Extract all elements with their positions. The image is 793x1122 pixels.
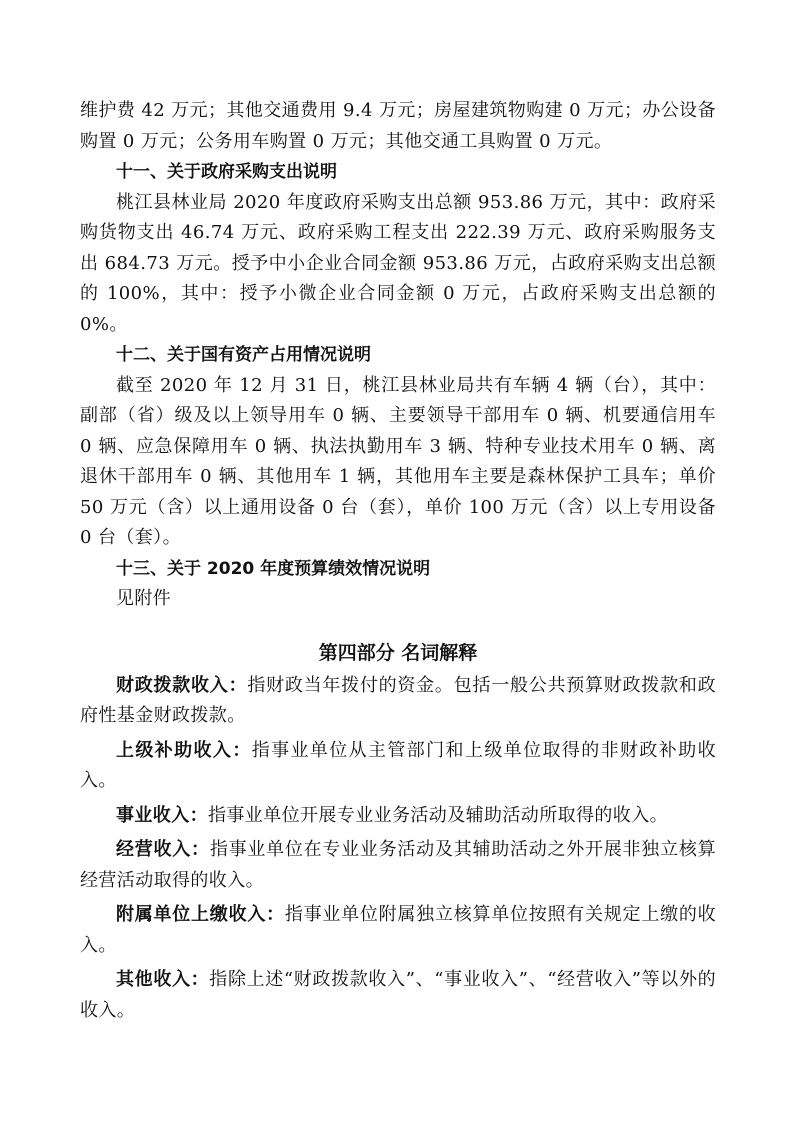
section-11-heading: 十一、关于政府采购支出说明: [116, 162, 337, 182]
term-definition: [80, 801, 716, 832]
term-label: 财政拨款收入：: [116, 674, 248, 696]
document-page: [80, 96, 716, 1030]
term-text: 指财政当年拨付的资金。包括一般公共预算财政拨款和政府性基金财政拨款。: [80, 674, 716, 726]
term-text: 指事业单位在专业业务活动及其辅助活动之外开展非独立核算经营活动取得的收入。: [80, 839, 716, 891]
term-text: 指事业单位附属独立核算单位按照有关规定上缴的收入。: [80, 904, 716, 956]
section-13-body: 见附件: [116, 588, 172, 609]
section-12-body: 截至 2020 年 12 月 31 日，桃江县林业局共有车辆 4 辆（台），其中：副部（省）级及以上领导用车 0 辆、主要领导干部用车 0 辆、机要通信用车 0 辆、应急保障用车 0 辆、执法执勤用车 3 辆、特种专业技术用车 0 辆、离退休干部用车 0 辆、其他用车 1 辆，其他用车主要是森林保护工具车；单价 50 万元（含）以上通用设备 0 台（套），单价 100 万元（含）以上专用设备 0 台（套）。: [80, 374, 716, 548]
section-13-heading: 十三、关于 2020 年度预算绩效情况说明: [116, 558, 431, 579]
term-definition: [80, 835, 716, 896]
term-text: 指事业单位从主管部门和上级单位取得的非财政补助收入。: [80, 739, 716, 791]
term-label: 其他收入：: [116, 969, 210, 990]
term-label: 上级补助收入：: [116, 739, 252, 761]
term-label: 事业收入：: [116, 804, 208, 826]
part-4-title: 第四部分 名词解释: [318, 641, 478, 664]
section-12-heading: 十二、关于国有资产占用情况说明: [116, 345, 371, 365]
term-definition: [80, 900, 716, 961]
term-definition: [80, 671, 716, 732]
term-definition: [80, 965, 716, 1026]
section-11-body: 桃江县林业局 2020 年度政府采购支出总额 953.86 万元，其中：政府采购货物支出 46.74 万元、政府采购工程支出 222.39 万元、政府采购服务支出 684.73 万元。授予中小企业合同金额 953.86 万元，占政府采购支出总额的 100%，其中：授予小微企业合同金额 0 万元，占政府采购支出总额的 0%。: [80, 191, 716, 335]
term-text: 指除上述“财政拨款收入”、“事业收入”、“经营收入”等以外的收入。: [80, 969, 716, 1021]
term-label: 附属单位上缴收入：: [116, 904, 285, 925]
continuation-paragraph: 维护费 42 万元；其他交通费用 9.4 万元；房屋建筑物购建 0 万元；办公设备购置 0 万元；公务用车购置 0 万元；其他交通工具购置 0 万元。: [80, 100, 716, 152]
term-text: 指事业单位开展专业业务活动及辅助活动所取得的收入。: [208, 804, 668, 826]
term-label: 经营收入：: [116, 839, 210, 860]
term-definition: [80, 736, 716, 797]
